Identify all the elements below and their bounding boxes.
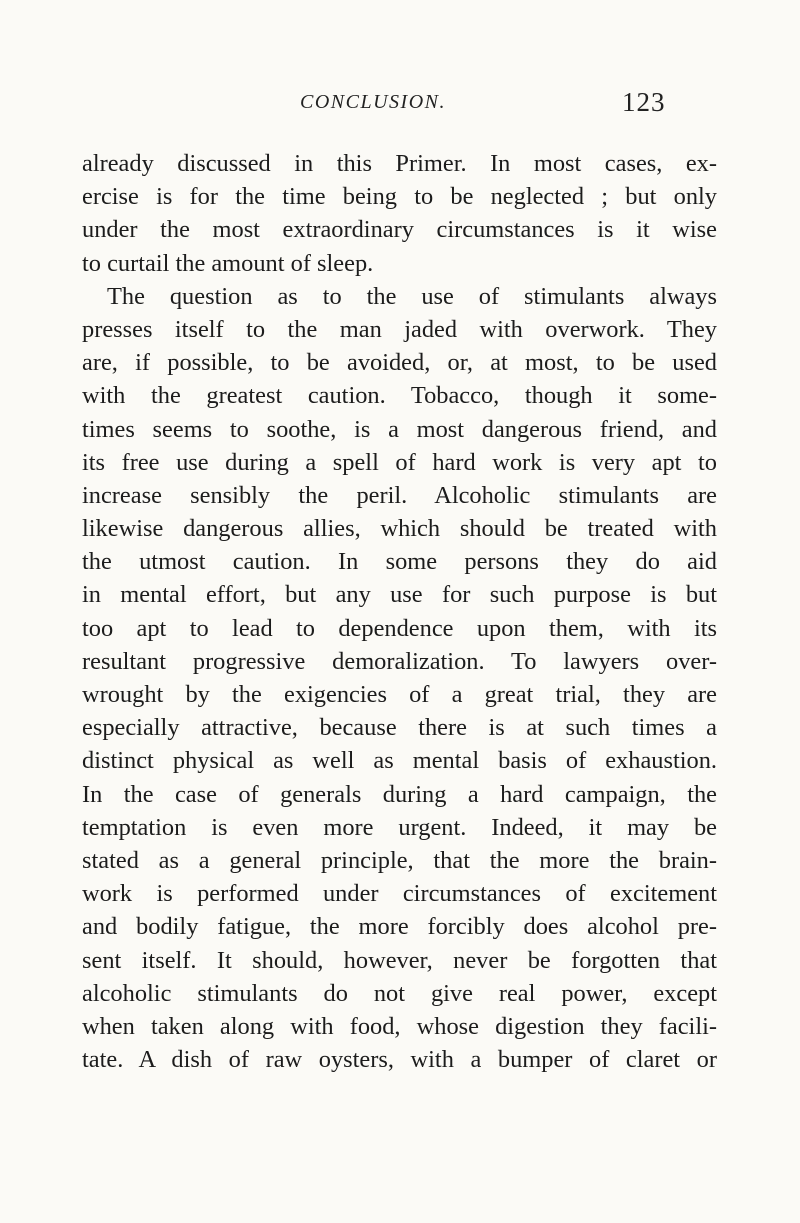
text-line: resultant progressive demoralization. To lawyers over- [82,647,717,675]
text-line: its free use during a spell of hard work is very apt to [82,448,717,476]
text-line: likewise dangerous allies, which should be treated with [82,515,717,543]
text-line: to curtail the amount of sleep. [82,249,374,277]
text-line: In the case of generals during a hard campaign, the [82,780,717,808]
text-line: especially attractive, because there is at such times a [82,714,717,742]
body-text [82,147,717,1076]
text-line: The question as to the use of stimulants always [107,282,717,310]
text-line: under the most extraordinary circumstances is it wise [82,216,717,244]
text-line: stated as a general principle, that the more the brain- [82,846,717,874]
text-line: the utmost caution. In some persons they do aid [82,548,717,576]
text-line: distinct physical as well as mental basis of exhaustion. [82,747,717,775]
text-line: tate. A dish of raw oysters, with a bumper of claret or [82,1046,717,1074]
text-line: work is performed under circumstances of excitement [82,880,717,908]
text-line: times seems to soothe, is a most dangerous friend, and [82,415,717,443]
text-line: and bodily fatigue, the more forcibly does alcohol pre- [82,913,717,941]
running-title: CONCLUSION. [300,91,446,113]
text-line: presses itself to the man jaded with overwork. They [82,315,717,343]
text-line: already discussed in this Primer. In most cases, ex- [82,150,717,177]
text-line: sent itself. It should, however, never be forgotten that [82,946,717,974]
text-line: when taken along with food, whose digestion they facili- [82,1012,717,1040]
text-line: ercise is for the time being to be neglected ; but only [82,183,717,211]
text-line: too apt to lead to dependence upon them, with its [82,614,717,642]
text-line: increase sensibly the peril. Alcoholic stimulants are [82,481,717,509]
text-line: wrought by the exigencies of a great trial, they are [82,681,717,708]
page-number: 123 [622,87,666,117]
text-line: in mental effort, but any use for such purpose is but [82,581,717,609]
text-line: temptation is even more urgent. Indeed, it may be [82,813,717,841]
text-line: are, if possible, to be avoided, or, at most, to be used [82,349,717,377]
running-head [0,89,800,123]
text-line: alcoholic stimulants do not give real power, except [82,979,717,1007]
text-line: with the greatest caution. Tobacco, though it some- [82,382,717,410]
